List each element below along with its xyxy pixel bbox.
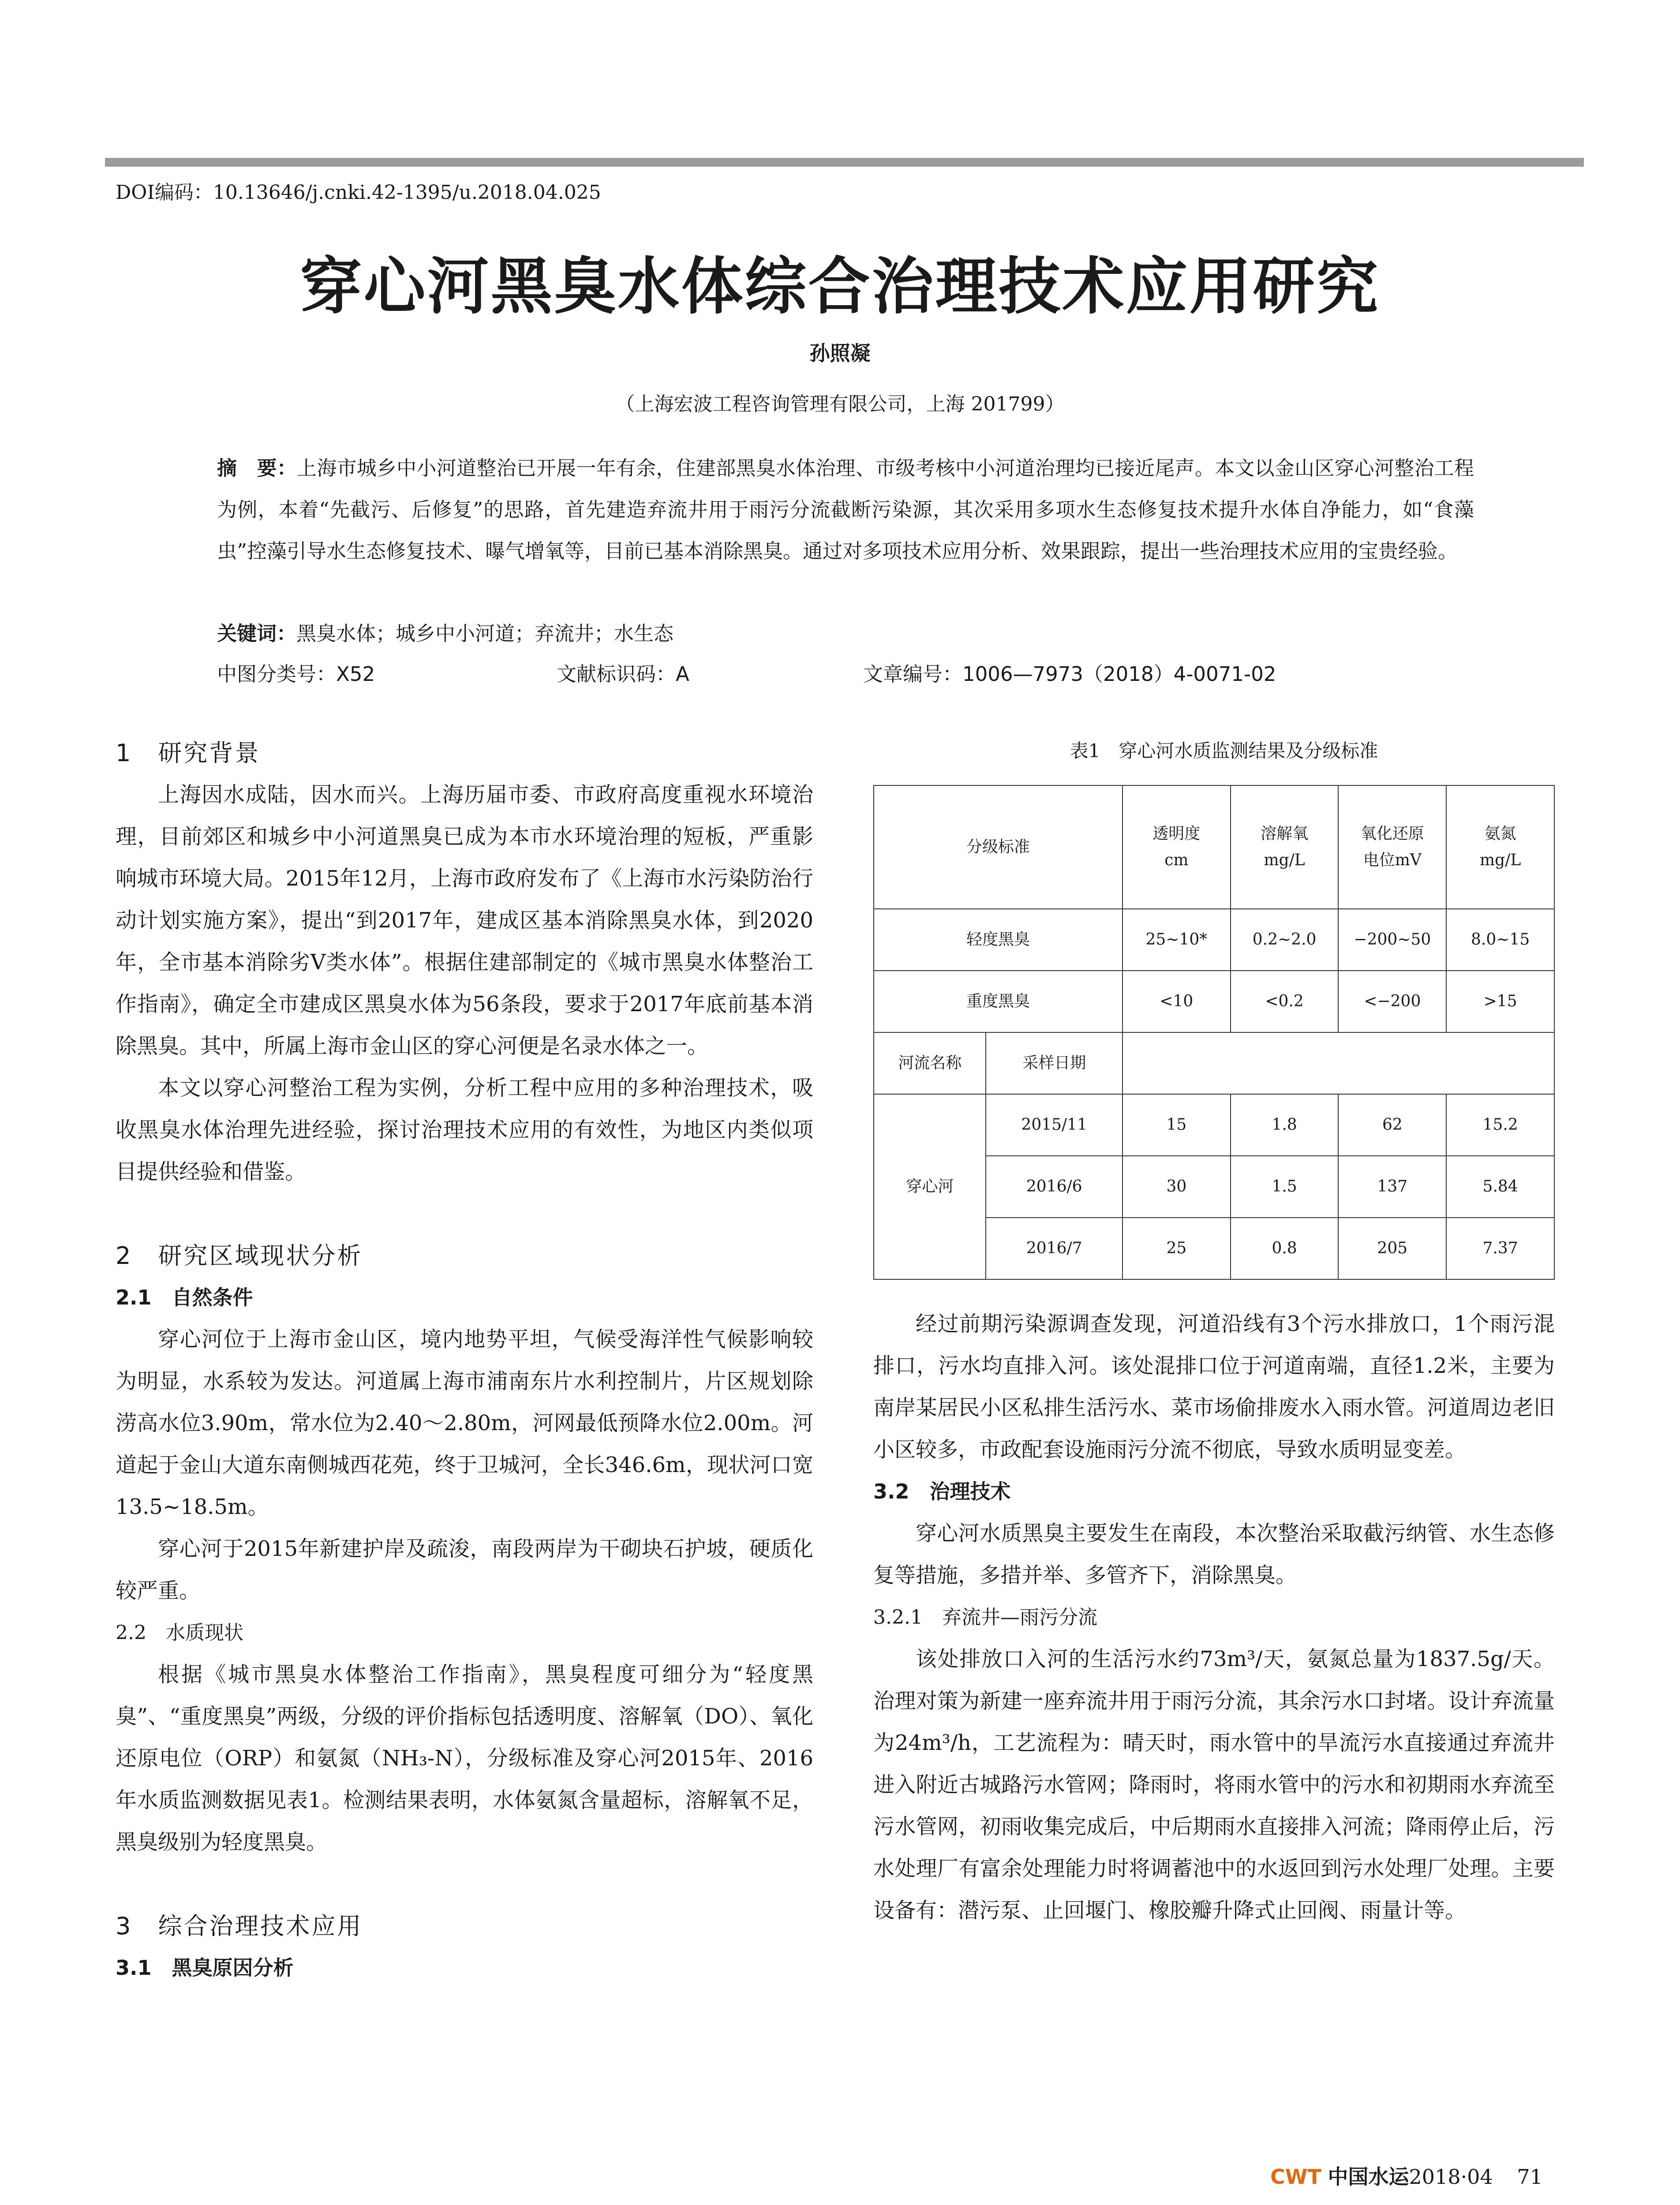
subsubsection-heading: 3.2.1 弃流井—雨污分流 <box>873 1606 1097 1629</box>
left-column <box>116 732 813 1989</box>
table-caption: 表1 穿心河水质监测结果及分级标准 <box>1070 740 1378 762</box>
column-header: 溶解氧 mg/L <box>1231 785 1339 909</box>
section-heading: 2 研究区域现状分析 <box>116 1242 363 1270</box>
document-code: 文献标识码：A <box>557 662 689 686</box>
column-header: 透明度 cm <box>1122 785 1231 909</box>
cwt-logo: CWT <box>1270 2165 1321 2189</box>
author: 孙照凝 <box>809 341 871 365</box>
paragraph: 上海因水成陆，因水而兴。上海历届市委、市政府高度重视水环境治理，目前郊区和城乡中小河道黑臭已成为本市水环境治理的短板，严重影响城市环境大局。2015年12月，上海市政府发布了《上海市水污染防治行动计划实施方案》，提出“到2017年，建成区基本消除黑臭水体，到2020年，全市基本消除劣Ⅴ类水体”。根据住建部制定的《城市黑臭水体整治工作指南》，确定全市建成区黑臭水体为56条段，要求于2017年底前基本消除黑臭。其中，所属上海市金山区的穿心河便是名录水体之一。 <box>116 782 813 1058</box>
affiliation: （上海宏波工程咨询管理有限公司，上海 201799） <box>615 393 1065 415</box>
table-row: 2016/6 30 1.5 137 5.84 <box>874 1156 1554 1218</box>
subsection-heading: 3.1 黑臭原因分析 <box>116 1956 294 1980</box>
table-row <box>874 1032 1554 1094</box>
keywords <box>217 617 1474 646</box>
subsection-heading: 3.2 治理技术 <box>873 1480 1011 1503</box>
abstract-label: 摘 要： <box>217 456 297 480</box>
right-column <box>873 1303 1555 1932</box>
paragraph: 本文以穿心河整治工程为实例，分析工程中应用的多种治理技术，吸收黑臭水体治理先进经验，探讨治理技术应用的有效性，为地区内类似项目提供经验和借鉴。 <box>116 1076 813 1184</box>
river-name: 穿心河 <box>874 1094 986 1279</box>
table-row: 重度黑臭 <10 <0.2 <−200 >15 <box>874 971 1554 1032</box>
paragraph: 该处排放口入河的生活污水约73m³/天，氨氮总量为1837.5g/天。治理对策为新建一座弃流井用于雨污分流，其余污水口封堵。设计弃流量为24m³/h，工艺流程为：晴天时，雨水管中的旱流污水直接通过弃流井进入附近古城路污水管网；降雨时，将雨水管中的污水和初期雨水弃流至污水管网，初雨收集完成后，中后期雨水直接排入河流；降雨停止后，污水处理厂有富余处理能力时将调蓄池中的水返回到污水处理厂处理。主要设备有：潜污泵、止回堰门、橡胶瓣升降式止回阀、雨量计等。 <box>873 1647 1555 1923</box>
river-header: 河流名称 <box>874 1032 986 1094</box>
table-row: 2016/7 25 0.8 205 7.37 <box>874 1218 1554 1279</box>
subsection-heading: 2.1 自然条件 <box>116 1286 253 1309</box>
abstract <box>217 448 1474 572</box>
grade-header: 分级标准 <box>874 785 1122 909</box>
header-rule <box>105 158 1584 167</box>
water-quality-table <box>873 785 1555 1280</box>
paragraph: 穿心河水质黑臭主要发生在南段，本次整治采取截污纳管、水生态修复等措施，多措并举、多管齐下，消除黑臭。 <box>873 1521 1555 1588</box>
doi-line: DOI编码：10.13646/j.cnki.42-1395/u.2018.04.025 <box>116 181 601 204</box>
issue: 2018·04 <box>1409 2165 1493 2189</box>
paragraph: 穿心河于2015年新建护岸及疏浚，南段两岸为干砌块石护坡，硬质化较严重。 <box>116 1536 813 1603</box>
table-row: 穿心河 2015/11 15 1.8 62 15.2 <box>874 1094 1554 1156</box>
article-number: 文章编号：1006—7973（2018）4-0071-02 <box>863 662 1276 686</box>
date-header: 采样日期 <box>986 1032 1122 1094</box>
article-title: 穿心河黑臭水体综合治理技术应用研究 <box>300 250 1380 323</box>
paragraph: 穿心河位于上海市金山区，境内地势平坦，气候受海洋性气候影响较为明显，水系较为发达。河道属上海市浦南东片水利控制片，片区规划除涝高水位3.90m，常水位为2.40～2.80m，河网最低预降水位2.00m。河道起于金山大道东南侧城西花苑，终于卫城河，全长346.6m，现状河口宽13.5~18.5m。 <box>116 1327 813 1519</box>
section-heading: 3 综合治理技术应用 <box>116 1912 363 1940</box>
paragraph: 经过前期污染源调查发现，河道沿线有3个污水排放口，1个雨污混排口，污水均直排入河。该处混排口位于河道南端，直径1.2米，主要为南岸某居民小区私排生活污水、菜市场偷排废水入雨水管。河道周边老旧小区较多，市政配套设施雨污分流不彻底，导致水质明显变差。 <box>873 1312 1555 1462</box>
subsection-heading: 2.2 水质现状 <box>116 1622 243 1644</box>
page-number: 71 <box>1517 2165 1543 2189</box>
keywords-text: 黑臭水体；城乡中小河道；弃流井；水生态 <box>296 622 674 645</box>
page-footer <box>1270 2161 1543 2190</box>
column-header: 氧化还原 电位mV <box>1338 785 1446 909</box>
keywords-label: 关键词： <box>217 622 297 645</box>
table-row: 轻度黑臭 25~10* 0.2~2.0 −200~50 8.0~15 <box>874 909 1554 971</box>
abstract-text: 上海市城乡中小河道整治已开展一年有余，住建部黑臭水体治理、市级考核中小河道治理均已接近尾声。本文以金山区穿心河整治工程为例，本着“先截污、后修复”的思路，首先建造弃流井用于雨污分流截断污染源，其次采用多项水生态修复技术提升水体自净能力，如“食藻虫”控藻引导水生态修复技术、曝气增氧等，目前已基本消除黑臭。通过对多项技术应用分析、效果跟踪，提出一些治理技术应用的宝贵经验。 <box>217 456 1474 563</box>
section-heading: 1 研究背景 <box>116 739 261 767</box>
column-header: 氨氮 mg/L <box>1446 785 1554 909</box>
paragraph: 根据《城市黑臭水体整治工作指南》，黑臭程度可细分为“轻度黑臭”、“重度黑臭”两级，分级的评价指标包括透明度、溶解氧（DO）、氧化还原电位（ORP）和氨氮（NH₃-N），分级标准及穿心河2015年、2016年水质监测数据见表1。检测结果表明，水体氨氮含量超标，溶解氧不足，黑臭级别为轻度黑臭。 <box>116 1662 813 1854</box>
magazine-name: 中国水运 <box>1328 2165 1409 2189</box>
clc-number: 中图分类号：X52 <box>217 662 375 686</box>
